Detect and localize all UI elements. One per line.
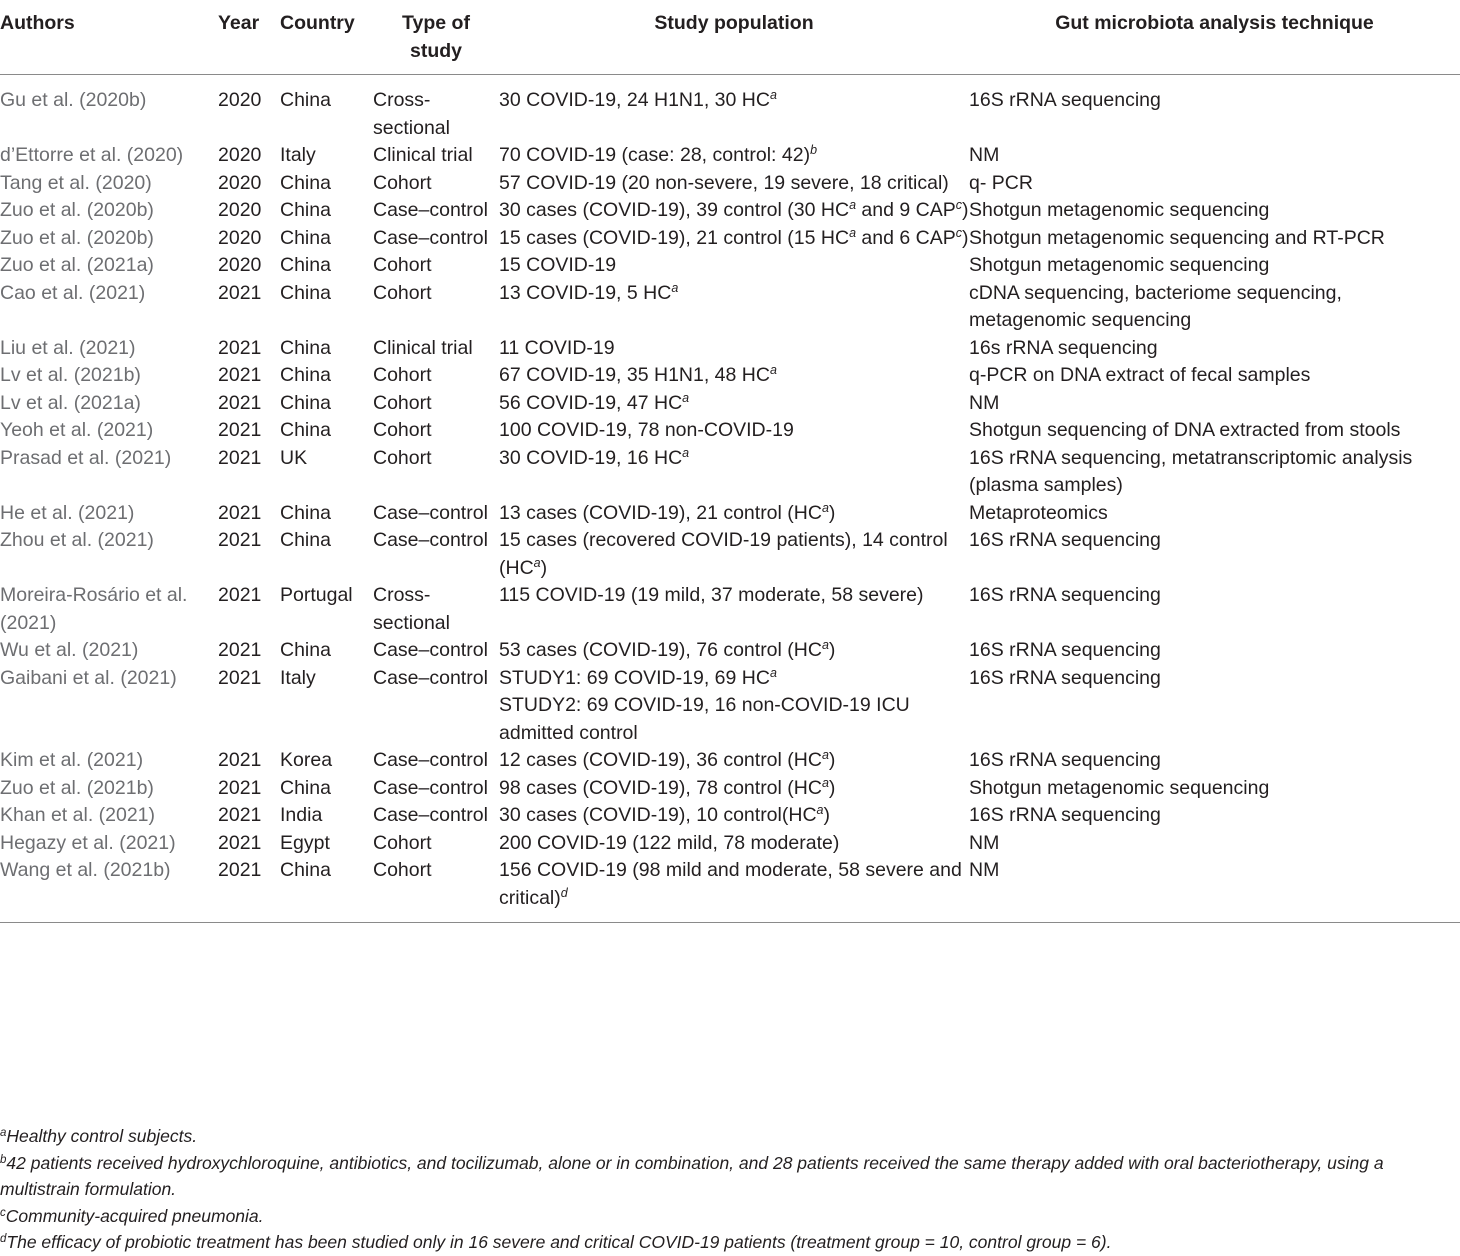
footnote-mark: a bbox=[821, 638, 829, 652]
cell-year: 2020 bbox=[218, 254, 262, 276]
population-text: 30 cases (COVID-19), 10 control(HC bbox=[499, 804, 817, 826]
cell-year: 2021 bbox=[218, 419, 262, 441]
cell-year: 2021 bbox=[218, 666, 262, 689]
cell-technique: 16s rRNA sequencing bbox=[969, 336, 1158, 359]
cell-technique: 16S rRNA sequencing bbox=[969, 749, 1161, 771]
header-population: Study population bbox=[654, 12, 814, 34]
table-row bbox=[0, 527, 1460, 582]
population-text: 15 cases (COVID-19), 21 control (15 HC bbox=[499, 226, 850, 249]
population-text: 115 COVID-19 (19 mild, 37 moderate, 58 severe) bbox=[499, 584, 924, 606]
table-row bbox=[0, 75, 1460, 143]
cell-authors: Khan et al. (2021) bbox=[0, 804, 156, 826]
cell-type: Cohort bbox=[373, 419, 432, 441]
cell-population bbox=[499, 500, 969, 528]
cell-technique: 16S rRNA sequencing bbox=[969, 804, 1161, 826]
cell-country: China bbox=[280, 419, 331, 441]
cell-authors: Wu et al. (2021) bbox=[0, 639, 139, 661]
footnote-mark: a bbox=[821, 500, 829, 515]
cell-authors: Zhou et al. (2021) bbox=[0, 529, 154, 551]
footnote-mark: a bbox=[671, 280, 679, 295]
cell-technique: Metaproteomics bbox=[969, 501, 1108, 524]
cell-year: 2021 bbox=[218, 529, 262, 551]
population-text: ) bbox=[828, 639, 836, 661]
cell-technique: 16S rRNA sequencing bbox=[969, 666, 1161, 689]
footnote-mark: b bbox=[0, 1153, 7, 1166]
footnotes bbox=[0, 1123, 1460, 1256]
cell-authors: Moreira-Rosário et al. (2021) bbox=[0, 584, 188, 634]
population-text: 67 COVID-19, 35 H1N1, 48 HC bbox=[499, 364, 770, 386]
cell-year: 2020 bbox=[218, 144, 262, 166]
population-text: 13 COVID-19, 5 HC bbox=[499, 281, 672, 304]
cell-type: Cohort bbox=[373, 859, 432, 881]
cell-population bbox=[499, 637, 969, 665]
cell-year: 2021 bbox=[218, 749, 262, 771]
table-row bbox=[0, 747, 1460, 775]
footnote-text: Healthy control subjects. bbox=[6, 1126, 198, 1146]
table-row bbox=[0, 390, 1460, 418]
cell-type: Cohort bbox=[373, 364, 432, 386]
cell-population bbox=[499, 582, 969, 637]
cell-year: 2020 bbox=[218, 171, 262, 194]
footnote-mark: d bbox=[560, 885, 568, 900]
population-text: 11 COVID-19 bbox=[499, 336, 615, 359]
footnote-text: Community-acquired pneumonia. bbox=[5, 1205, 264, 1226]
cell-year: 2021 bbox=[218, 446, 262, 469]
cell-year: 2020 bbox=[218, 226, 262, 249]
cell-country: China bbox=[280, 391, 331, 414]
footnote-mark: a bbox=[816, 803, 824, 817]
cell-technique: 16S rRNA sequencing, metatranscriptomic analysis (plasma samples) bbox=[969, 446, 1413, 496]
cell-technique: q- PCR bbox=[969, 171, 1033, 194]
footnote-text: 42 patients received hydroxychloroquine, antibiotics, and tocilizumab, alone or in combination, and 28 patients received the same therapy added with oral bacteriotherapy, using a multistrain formulation. bbox=[0, 1152, 1384, 1199]
cell-population bbox=[499, 280, 969, 335]
cell-population bbox=[499, 830, 969, 858]
population-text: 30 COVID-19, 16 HC bbox=[499, 446, 683, 469]
cell-population bbox=[499, 747, 969, 775]
table-row bbox=[0, 830, 1460, 858]
cell-country: Korea bbox=[280, 749, 333, 771]
cell-population bbox=[499, 417, 969, 445]
cell-authors: Lv et al. (2021a) bbox=[0, 391, 141, 414]
cell-authors: d’Ettorre et al. (2020) bbox=[0, 144, 184, 166]
population-text: and 6 CAP bbox=[856, 226, 956, 249]
population-text: 30 COVID-19, 24 H1N1, 30 HC bbox=[499, 89, 770, 111]
population-text: 13 cases (COVID-19), 21 control (HC bbox=[499, 501, 822, 524]
cell-population bbox=[499, 527, 969, 582]
footnote bbox=[0, 1150, 1460, 1203]
table-row bbox=[0, 637, 1460, 665]
cell-population bbox=[499, 802, 969, 830]
cell-technique: Shotgun metagenomic sequencing bbox=[969, 776, 1270, 799]
cell-type: Clinical trial bbox=[373, 144, 473, 166]
cell-population bbox=[499, 335, 969, 363]
table-row bbox=[0, 197, 1460, 225]
population-text: ) bbox=[962, 226, 969, 249]
cell-authors: Zuo et al. (2020b) bbox=[0, 199, 154, 221]
cell-country: China bbox=[280, 254, 331, 276]
cell-year: 2021 bbox=[218, 831, 262, 854]
cell-authors: Gaibani et al. (2021) bbox=[0, 666, 177, 689]
footnote bbox=[0, 1203, 1460, 1230]
cell-technique: Shotgun sequencing of DNA extracted from stools bbox=[969, 419, 1401, 441]
cell-authors: Zuo et al. (2021b) bbox=[0, 776, 154, 799]
cell-country: Italy bbox=[280, 666, 316, 689]
population-text: 15 cases (recovered COVID-19 patients), 14 control (HC bbox=[499, 529, 948, 579]
footnote-text: The efficacy of probiotic treatment has been studied only in 16 severe and critical COVID-19 patients (treatment group = 10, control group = 6). bbox=[6, 1232, 1112, 1252]
footnote-mark: c bbox=[955, 198, 962, 212]
header-authors: Authors bbox=[0, 12, 75, 34]
population-text: ) bbox=[828, 749, 836, 771]
footnote-mark: a bbox=[821, 748, 829, 762]
cell-technique: NM bbox=[969, 859, 1000, 881]
cell-population bbox=[499, 857, 969, 923]
cell-population bbox=[499, 665, 969, 748]
population-text: 100 COVID-19, 78 non-COVID-19 bbox=[499, 419, 794, 441]
cell-type: Case–control bbox=[373, 529, 488, 551]
cell-year: 2021 bbox=[218, 501, 262, 524]
cell-type: Cohort bbox=[373, 171, 432, 194]
cell-type: Cohort bbox=[373, 446, 432, 469]
table-row bbox=[0, 665, 1460, 748]
footnote-mark: c bbox=[0, 1206, 6, 1219]
cell-year: 2021 bbox=[218, 364, 262, 386]
cell-authors: Liu et al. (2021) bbox=[0, 336, 136, 359]
cell-type: Cross-sectional bbox=[373, 89, 450, 139]
population-text: 98 cases (COVID-19), 78 control (HC bbox=[499, 776, 822, 799]
cell-country: China bbox=[280, 639, 331, 661]
cell-year: 2021 bbox=[218, 776, 262, 799]
cell-country: China bbox=[280, 776, 331, 799]
cell-technique: cDNA sequencing, bacteriome sequencing, metagenomic sequencing bbox=[969, 281, 1342, 331]
cell-population bbox=[499, 225, 969, 253]
cell-country: China bbox=[280, 501, 331, 524]
cell-type: Cohort bbox=[373, 254, 432, 276]
footnote-mark: a bbox=[821, 775, 829, 790]
cell-country: China bbox=[280, 364, 331, 386]
footnote-mark: a bbox=[682, 390, 690, 405]
population-text: 56 COVID-19, 47 HC bbox=[499, 391, 683, 414]
cell-technique: 16S rRNA sequencing bbox=[969, 584, 1161, 606]
cell-country: China bbox=[280, 859, 331, 881]
cell-technique: 16S rRNA sequencing bbox=[969, 529, 1161, 551]
population-text: 57 COVID-19 (20 non-severe, 19 severe, 18 critical) bbox=[499, 171, 949, 194]
table-row bbox=[0, 170, 1460, 198]
footnote-mark: a bbox=[769, 363, 777, 377]
population-text: STUDY1: 69 COVID-19, 69 HC bbox=[499, 666, 770, 689]
cell-technique: q-PCR on DNA extract of fecal samples bbox=[969, 364, 1311, 386]
footnote-mark: a bbox=[0, 1127, 7, 1139]
footnote bbox=[0, 1123, 1460, 1150]
cell-technique: Shotgun metagenomic sequencing and RT-PCR bbox=[969, 226, 1385, 249]
table-row bbox=[0, 775, 1460, 803]
footnote-mark: a bbox=[769, 88, 777, 102]
cell-technique: 16S rRNA sequencing bbox=[969, 639, 1161, 661]
footnote-mark: a bbox=[769, 665, 777, 680]
footnote-mark: a bbox=[682, 445, 690, 460]
table-row bbox=[0, 802, 1460, 830]
population-text: 200 COVID-19 (122 mild, 78 moderate) bbox=[499, 831, 840, 854]
cell-type: Case–control bbox=[373, 776, 488, 799]
header-year: Year bbox=[218, 12, 260, 34]
table-row bbox=[0, 417, 1460, 445]
cell-country: China bbox=[280, 199, 331, 221]
population-text: 70 COVID-19 (case: 28, control: 42) bbox=[499, 144, 811, 166]
population-text: 53 cases (COVID-19), 76 control (HC bbox=[499, 639, 822, 661]
cell-technique: NM bbox=[969, 144, 1000, 166]
cell-authors: Gu et al. (2020b) bbox=[0, 89, 147, 111]
cell-population bbox=[499, 197, 969, 225]
cell-year: 2021 bbox=[218, 281, 262, 304]
cell-country: Portugal bbox=[280, 584, 353, 606]
header-country: Country bbox=[280, 12, 355, 34]
cell-authors: Wang et al. (2021b) bbox=[0, 859, 171, 881]
cell-technique: Shotgun metagenomic sequencing bbox=[969, 199, 1270, 221]
cell-type: Clinical trial bbox=[373, 336, 473, 359]
cell-year: 2021 bbox=[218, 584, 262, 606]
table-row bbox=[0, 280, 1460, 335]
header-type-line1: Type of bbox=[402, 12, 470, 34]
table-row bbox=[0, 362, 1460, 390]
cell-type: Case–control bbox=[373, 804, 488, 826]
cell-country: Egypt bbox=[280, 831, 330, 854]
cell-type: Case–control bbox=[373, 749, 488, 771]
header-row bbox=[0, 10, 1460, 75]
cell-year: 2020 bbox=[218, 89, 262, 111]
table-row bbox=[0, 225, 1460, 253]
cell-population bbox=[499, 170, 969, 198]
cell-type: Cohort bbox=[373, 391, 432, 414]
cell-year: 2021 bbox=[218, 859, 262, 881]
cell-type: Case–control bbox=[373, 226, 488, 249]
cell-technique: Shotgun metagenomic sequencing bbox=[969, 254, 1270, 276]
table-row bbox=[0, 582, 1460, 637]
cell-country: China bbox=[280, 281, 331, 304]
cell-authors: Cao et al. (2021) bbox=[0, 281, 146, 304]
cell-year: 2020 bbox=[218, 199, 262, 221]
cell-year: 2021 bbox=[218, 391, 262, 414]
population-text: ) bbox=[540, 556, 548, 579]
population-text: STUDY2: 69 COVID-19, 16 non-COVID-19 ICU admitted control bbox=[499, 694, 910, 744]
table-row bbox=[0, 335, 1460, 363]
population-text: and 9 CAP bbox=[856, 199, 956, 221]
population-text: 156 COVID-19 (98 mild and moderate, 58 severe and critical) bbox=[499, 859, 962, 909]
cell-year: 2021 bbox=[218, 804, 262, 826]
cell-year: 2021 bbox=[218, 336, 262, 359]
cell-type: Cross-sectional bbox=[373, 584, 450, 634]
header-technique: Gut microbiota analysis technique bbox=[1055, 12, 1374, 34]
cell-technique: NM bbox=[969, 831, 1000, 854]
cell-country: Italy bbox=[280, 144, 316, 166]
cell-authors: Zuo et al. (2021a) bbox=[0, 254, 154, 276]
cell-country: China bbox=[280, 226, 331, 249]
table-row bbox=[0, 445, 1460, 500]
population-text: 12 cases (COVID-19), 36 control (HC bbox=[499, 749, 822, 771]
cell-authors: Yeoh et al. (2021) bbox=[0, 419, 154, 441]
table-row bbox=[0, 252, 1460, 280]
cell-type: Case–control bbox=[373, 199, 488, 221]
footnote-mark: b bbox=[810, 143, 818, 157]
cell-authors: Prasad et al. (2021) bbox=[0, 446, 172, 469]
table-row bbox=[0, 857, 1460, 923]
header-type bbox=[373, 10, 499, 75]
population-text: 15 COVID-19 bbox=[499, 254, 617, 276]
footnote bbox=[0, 1229, 1460, 1256]
cell-population bbox=[499, 252, 969, 280]
cell-technique: NM bbox=[969, 391, 1000, 414]
cell-authors: Kim et al. (2021) bbox=[0, 749, 144, 771]
table-body bbox=[0, 75, 1460, 923]
cell-type: Cohort bbox=[373, 281, 432, 304]
footnote-mark: a bbox=[849, 198, 857, 212]
cell-authors: Hegazy et al. (2021) bbox=[0, 831, 176, 854]
population-text: 30 cases (COVID-19), 39 control (30 HC bbox=[499, 199, 850, 221]
cell-authors: Lv et al. (2021b) bbox=[0, 364, 141, 386]
cell-country: India bbox=[280, 804, 323, 826]
population-text: ) bbox=[823, 804, 830, 826]
population-text: ) bbox=[828, 776, 836, 799]
footnote-mark: d bbox=[0, 1233, 7, 1245]
cell-technique: 16S rRNA sequencing bbox=[969, 89, 1161, 111]
population-text: ) bbox=[828, 501, 836, 524]
footnote-mark: c bbox=[955, 225, 962, 240]
cell-type: Case–control bbox=[373, 639, 488, 661]
cell-population bbox=[499, 142, 969, 170]
cell-authors: Zuo et al. (2020b) bbox=[0, 226, 154, 249]
cell-country: China bbox=[280, 529, 331, 551]
cell-type: Case–control bbox=[373, 501, 488, 524]
header-type-line2: study bbox=[409, 39, 462, 62]
cell-country: UK bbox=[280, 446, 308, 469]
cell-population bbox=[499, 445, 969, 500]
footnote-mark: a bbox=[849, 225, 857, 240]
cell-type: Cohort bbox=[373, 831, 432, 854]
table-row bbox=[0, 142, 1460, 170]
cell-year: 2021 bbox=[218, 639, 262, 661]
cell-population bbox=[499, 75, 969, 143]
table-row bbox=[0, 500, 1460, 528]
cell-population bbox=[499, 390, 969, 418]
cell-authors: Tang et al. (2020) bbox=[0, 171, 152, 194]
cell-country: China bbox=[280, 171, 331, 194]
population-text: ) bbox=[962, 199, 969, 221]
studies-table bbox=[0, 10, 1460, 923]
cell-population bbox=[499, 775, 969, 803]
footnote-mark: a bbox=[533, 555, 541, 570]
cell-authors: He et al. (2021) bbox=[0, 501, 135, 524]
cell-type: Case–control bbox=[373, 666, 488, 689]
cell-population bbox=[499, 362, 969, 390]
cell-country: China bbox=[280, 336, 331, 359]
cell-country: China bbox=[280, 89, 331, 111]
